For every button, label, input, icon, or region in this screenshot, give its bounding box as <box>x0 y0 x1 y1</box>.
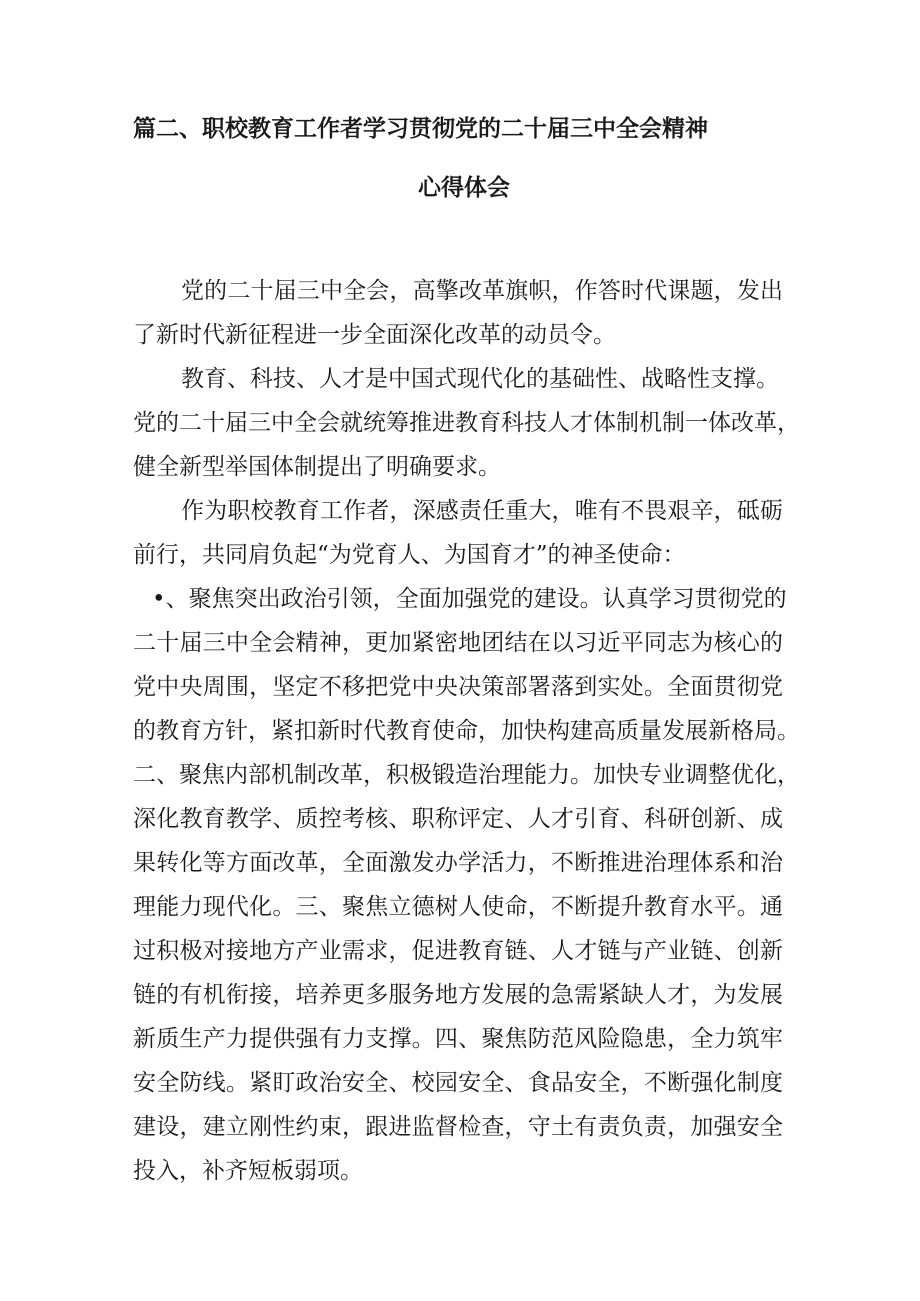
paragraph-line: 前行，共同肩负起“为党育人、为国育才”的神圣使命： <box>133 542 686 568</box>
paragraph-line: 建设，建立刚性约束，跟进监督检查，守土有责负责，加强安全 <box>133 1114 783 1140</box>
paragraph-line: 链的有机衔接，培养更多服务地方发展的急需紧缺人才，为发展 <box>133 982 783 1008</box>
paragraph-line: 的教育方针，紧扣新时代教育使命，加快构建高质量发展新格局。 <box>133 718 800 744</box>
paragraph-line: 党的二十届三中全会，高擎改革旗帜，作答时代课题，发出 <box>181 278 783 304</box>
paragraph-line: 深化教育教学、质控考核、职称评定、人才引育、科研创新、成 <box>133 806 783 832</box>
paragraph-line: 二、聚焦内部机制改革，积极锻造治理能力。加快专业调整优化， <box>133 762 800 788</box>
paragraph-line: 投入，补齐短板弱项。 <box>133 1158 363 1184</box>
paragraph-line: 二十届三中全会精神，更加紧密地团结在以习近平同志为核心的 <box>133 630 783 656</box>
paragraph-line: 过积极对接地方产业需求，促进教育链、人才链与产业链、创新 <box>133 938 783 964</box>
document-title-line-1: 篇二、职校教育工作者学习贯彻党的二十届三中全会精神 <box>133 115 708 142</box>
paragraph-line: 作为职校教育工作者，深感责任重大，唯有不畏艰辛，砥砺 <box>181 498 783 524</box>
paragraph-line: •、聚焦突出政治引领，全面加强党的建设。认真学习贯彻党的 <box>152 586 787 612</box>
paragraph-line: 果转化等方面改革，全面激发办学活力，不断推进治理体系和治 <box>133 850 783 876</box>
paragraph-line: 党的二十届三中全会就统筹推进教育科技人才体制机制一体改革， <box>133 410 800 436</box>
document-title-line-2: 心得体会 <box>418 174 510 201</box>
paragraph-line: 教育、科技、人才是中国式现代化的基础性、战略性支撑。 <box>181 366 779 392</box>
paragraph-line: 了新时代新征程进一步全面深化改革的动员令。 <box>133 322 616 348</box>
paragraph-line: 新质生产力提供强有力支撑。四、聚焦防范风险隐患，全力筑牢 <box>133 1026 783 1052</box>
paragraph-line: 理能力现代化。三、聚焦立德树人使命，不断提升教育水平。通 <box>133 894 783 920</box>
paragraph-line: 健全新型举国体制提出了明确要求。 <box>133 454 501 480</box>
paragraph-line: 党中央周围，坚定不移把党中央决策部署落到实处。全面贯彻党 <box>133 674 783 700</box>
paragraph-line: 安全防线。紧盯政治安全、校园安全、食品安全，不断强化制度 <box>133 1070 783 1096</box>
